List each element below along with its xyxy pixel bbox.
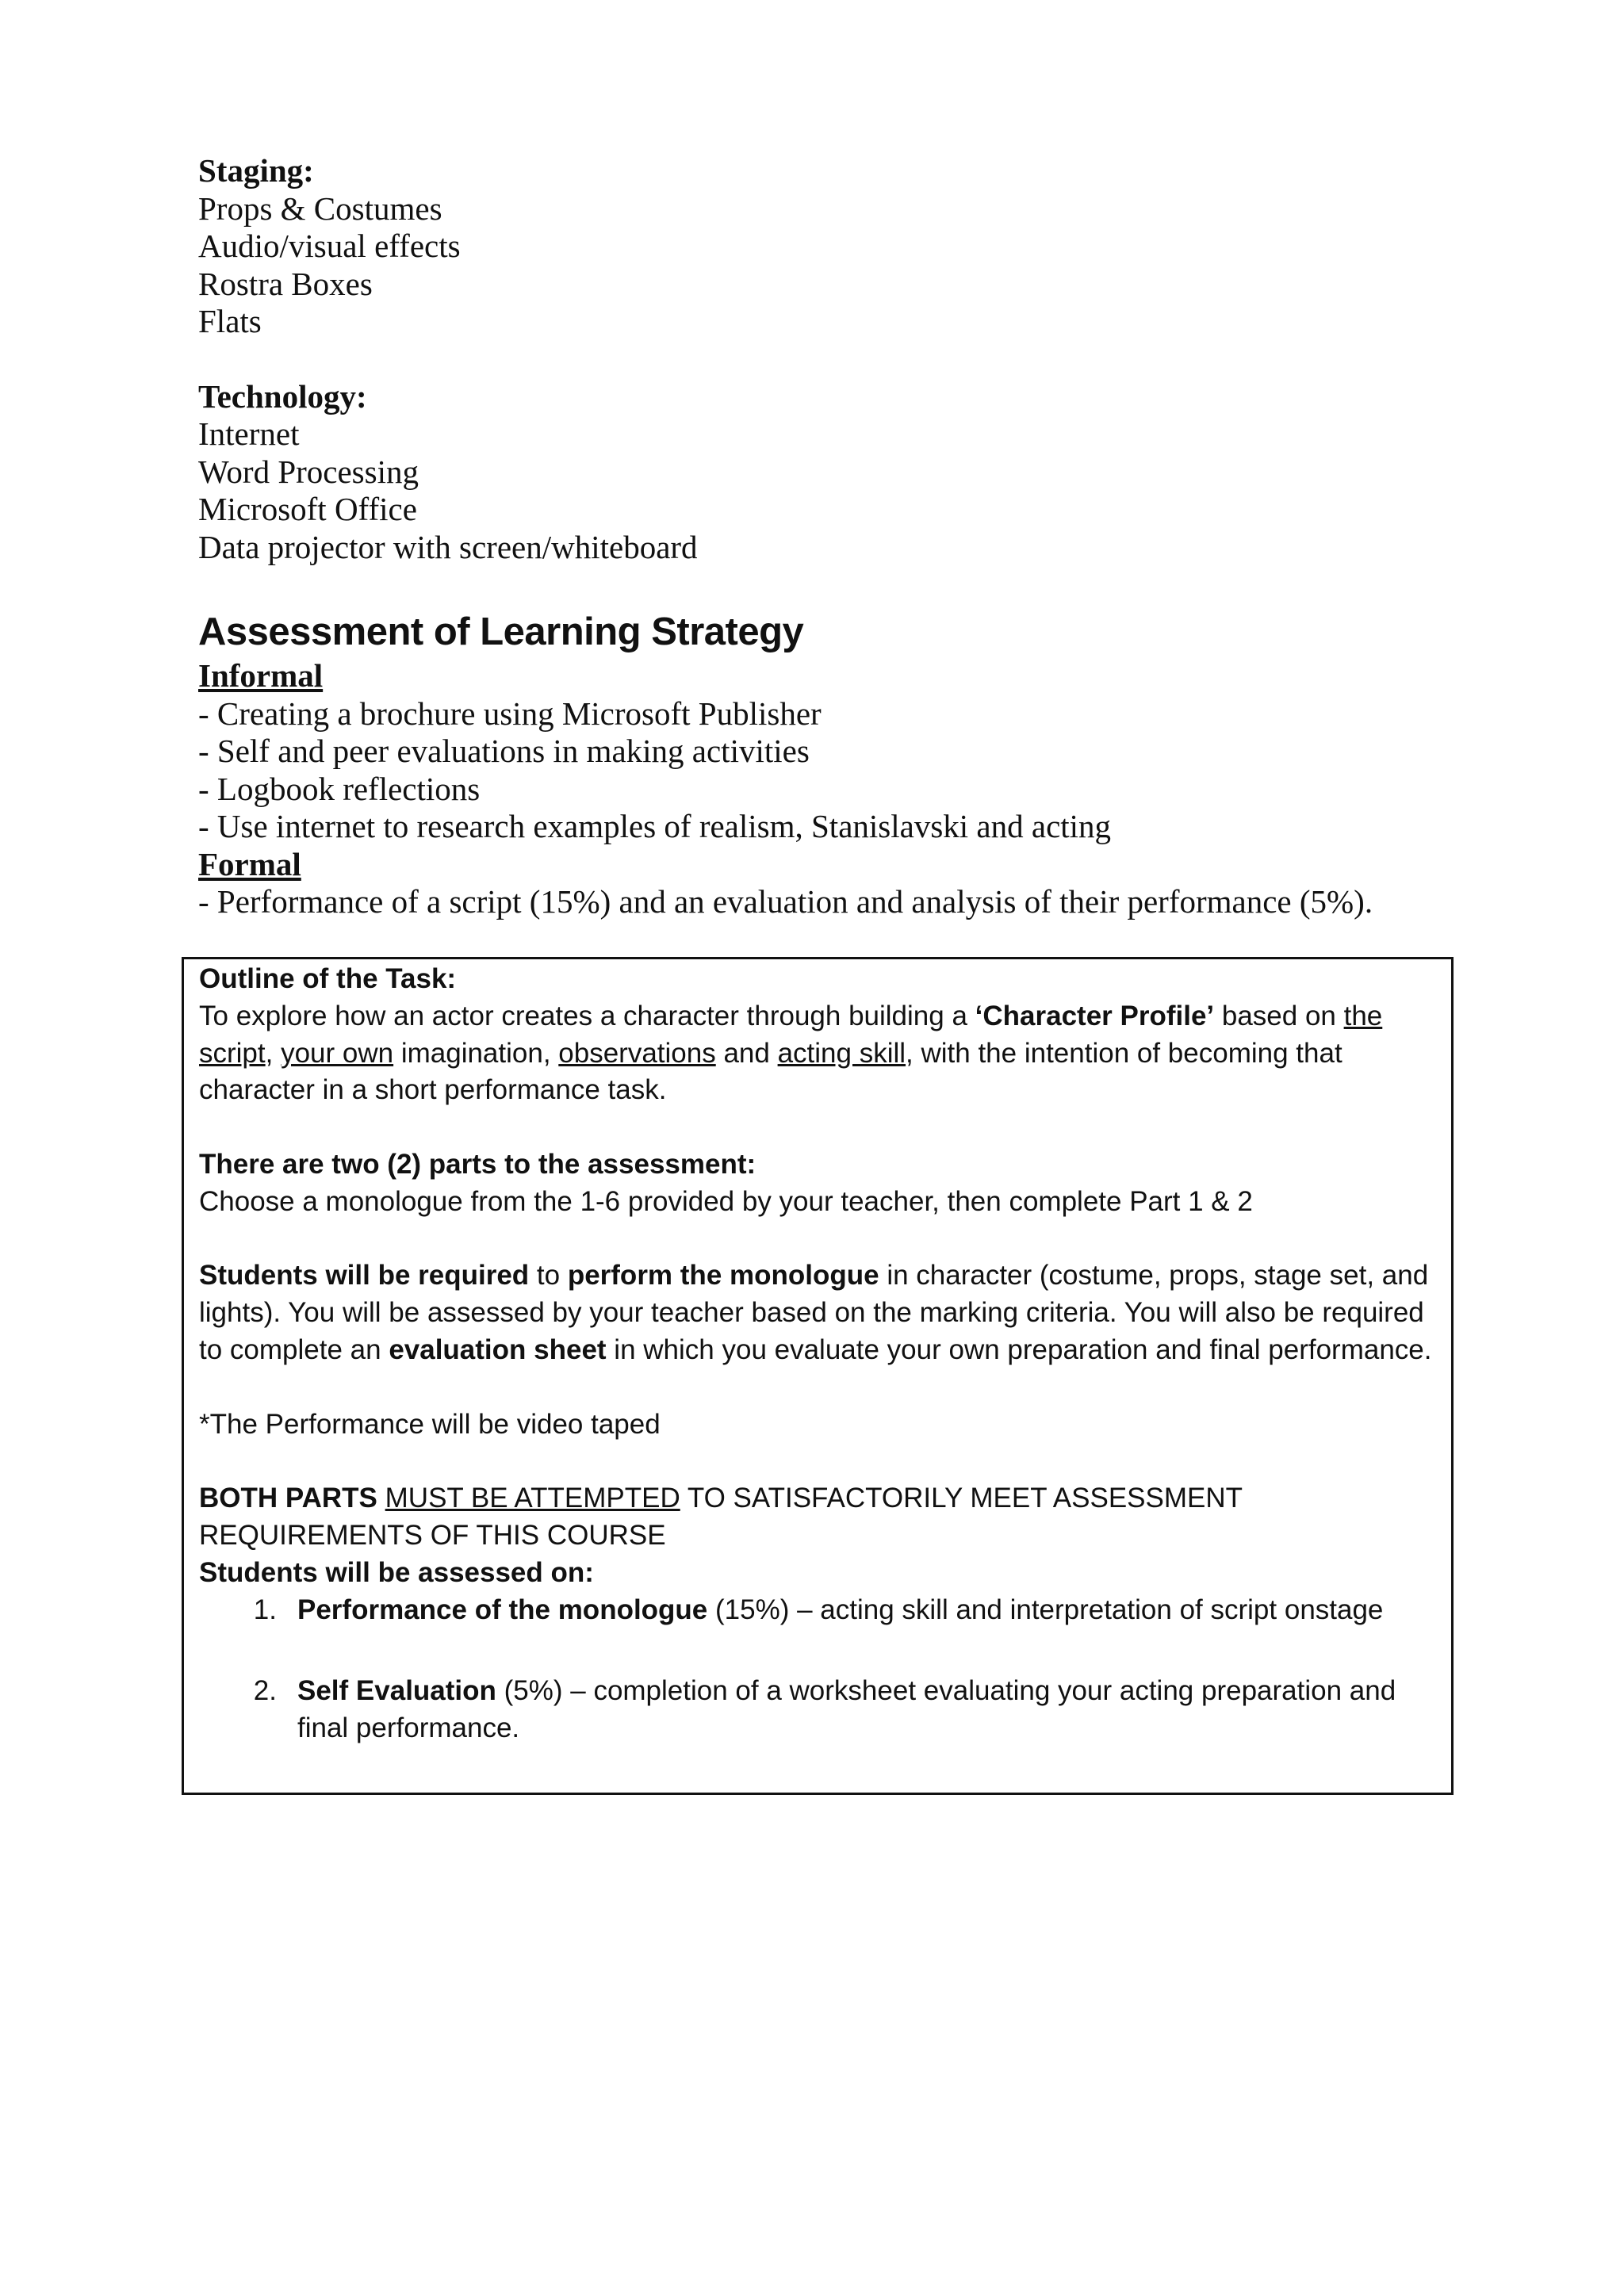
staging-heading: Staging: — [198, 152, 314, 189]
requirements-text: to — [529, 1260, 568, 1292]
technology-heading: Technology: — [198, 377, 367, 415]
technology-item: Microsoft Office — [198, 491, 417, 527]
technology-item: Word Processing — [198, 453, 419, 490]
both-parts-notice — [199, 1480, 1437, 1555]
staging-item: Audio/visual effects — [198, 228, 461, 264]
formal-heading: Formal — [198, 845, 301, 882]
informal-item: - Logbook reflections — [198, 770, 481, 807]
staging-item: Rostra Boxes — [198, 265, 373, 302]
outline-heading: Outline of the Task: — [199, 963, 457, 994]
outline-paragraph — [199, 998, 1437, 1109]
technology-item: Internet — [198, 415, 300, 452]
outline-text: imagination, — [393, 1037, 559, 1069]
parts-text: Choose a monologue from the 1-6 provided by your teacher, then complete Part 1 & 2 — [199, 1185, 1253, 1217]
informal-item: - Creating a brochure using Microsoft Publisher — [198, 695, 822, 732]
requirements-text: in which you evaluate your own preparation and final performance. — [606, 1334, 1432, 1365]
requirements-paragraph — [199, 1257, 1437, 1368]
outline-text: To explore how an actor creates a character through building a — [199, 1000, 975, 1031]
criteria-title: Performance of the monologue — [297, 1594, 708, 1625]
the-script-term: the script — [199, 1000, 1383, 1069]
staging-item: Props & Costumes — [198, 189, 442, 227]
criteria-item — [199, 1673, 1437, 1747]
acting-skill-term: acting skill — [777, 1037, 906, 1069]
outline-text: based on — [1214, 1000, 1344, 1031]
observations-term: observations — [558, 1037, 716, 1069]
formal-item: - Performance of a script (15%) and an evaluation and analysis of their performance (5%). — [198, 883, 1373, 920]
criteria-item — [199, 1592, 1437, 1629]
outline-text: , — [265, 1037, 282, 1069]
assessment-strategy-section — [198, 607, 1546, 921]
resources-section — [198, 152, 1467, 566]
technology-item: Data projector with screen/whiteboard — [198, 528, 698, 565]
task-outline-box — [182, 957, 1454, 1795]
your-own-term: your own — [281, 1037, 394, 1069]
outline-text: , with the intention of becoming that character in a short performance task. — [199, 1037, 1342, 1106]
outline-text: and — [715, 1037, 778, 1069]
criteria-title: Self Evaluation — [297, 1675, 496, 1707]
video-note: *The Performance will be video taped — [199, 1408, 661, 1440]
criteria-number: 1. — [253, 1594, 277, 1625]
informal-item: - Use internet to research examples of realism, Stanislavski and acting — [198, 808, 1112, 844]
notice-text — [377, 1483, 385, 1513]
informal-heading: Informal — [198, 657, 324, 694]
informal-item: - Self and peer evaluations in making activities — [198, 733, 810, 769]
both-parts-term: BOTH PARTS — [199, 1483, 377, 1514]
staging-item: Flats — [198, 303, 262, 339]
criteria-number: 2. — [253, 1675, 277, 1707]
evaluation-sheet-term: evaluation sheet — [389, 1334, 607, 1365]
character-profile-term: ‘Character Profile’ — [975, 1000, 1215, 1031]
assessment-title: Assessment of Learning Strategy — [198, 610, 804, 653]
perform-monologue-term: perform the monologue — [567, 1260, 879, 1292]
criteria-text: (5%) – completion of a worksheet evaluating your acting preparation and final performance. — [297, 1675, 1396, 1744]
parts-heading: There are two (2) parts to the assessment: — [199, 1148, 756, 1180]
required-term: Students will be required — [199, 1260, 530, 1292]
assessed-heading: Students will be assessed on: — [199, 1556, 594, 1588]
notice-text: TO SATISFACTORILY MEET ASSESSMENT REQUIREMENTS OF THIS COURSE — [199, 1483, 1243, 1551]
must-attempt-term: MUST BE ATTEMPTED — [385, 1483, 680, 1514]
criteria-text: (15%) – acting skill and interpretation of script onstage — [707, 1594, 1384, 1625]
requirements-text: in character (costume, props, stage set, and lights). You will be assessed by your teacher based on the marking criteria. You will also be required to complete an — [199, 1260, 1429, 1365]
